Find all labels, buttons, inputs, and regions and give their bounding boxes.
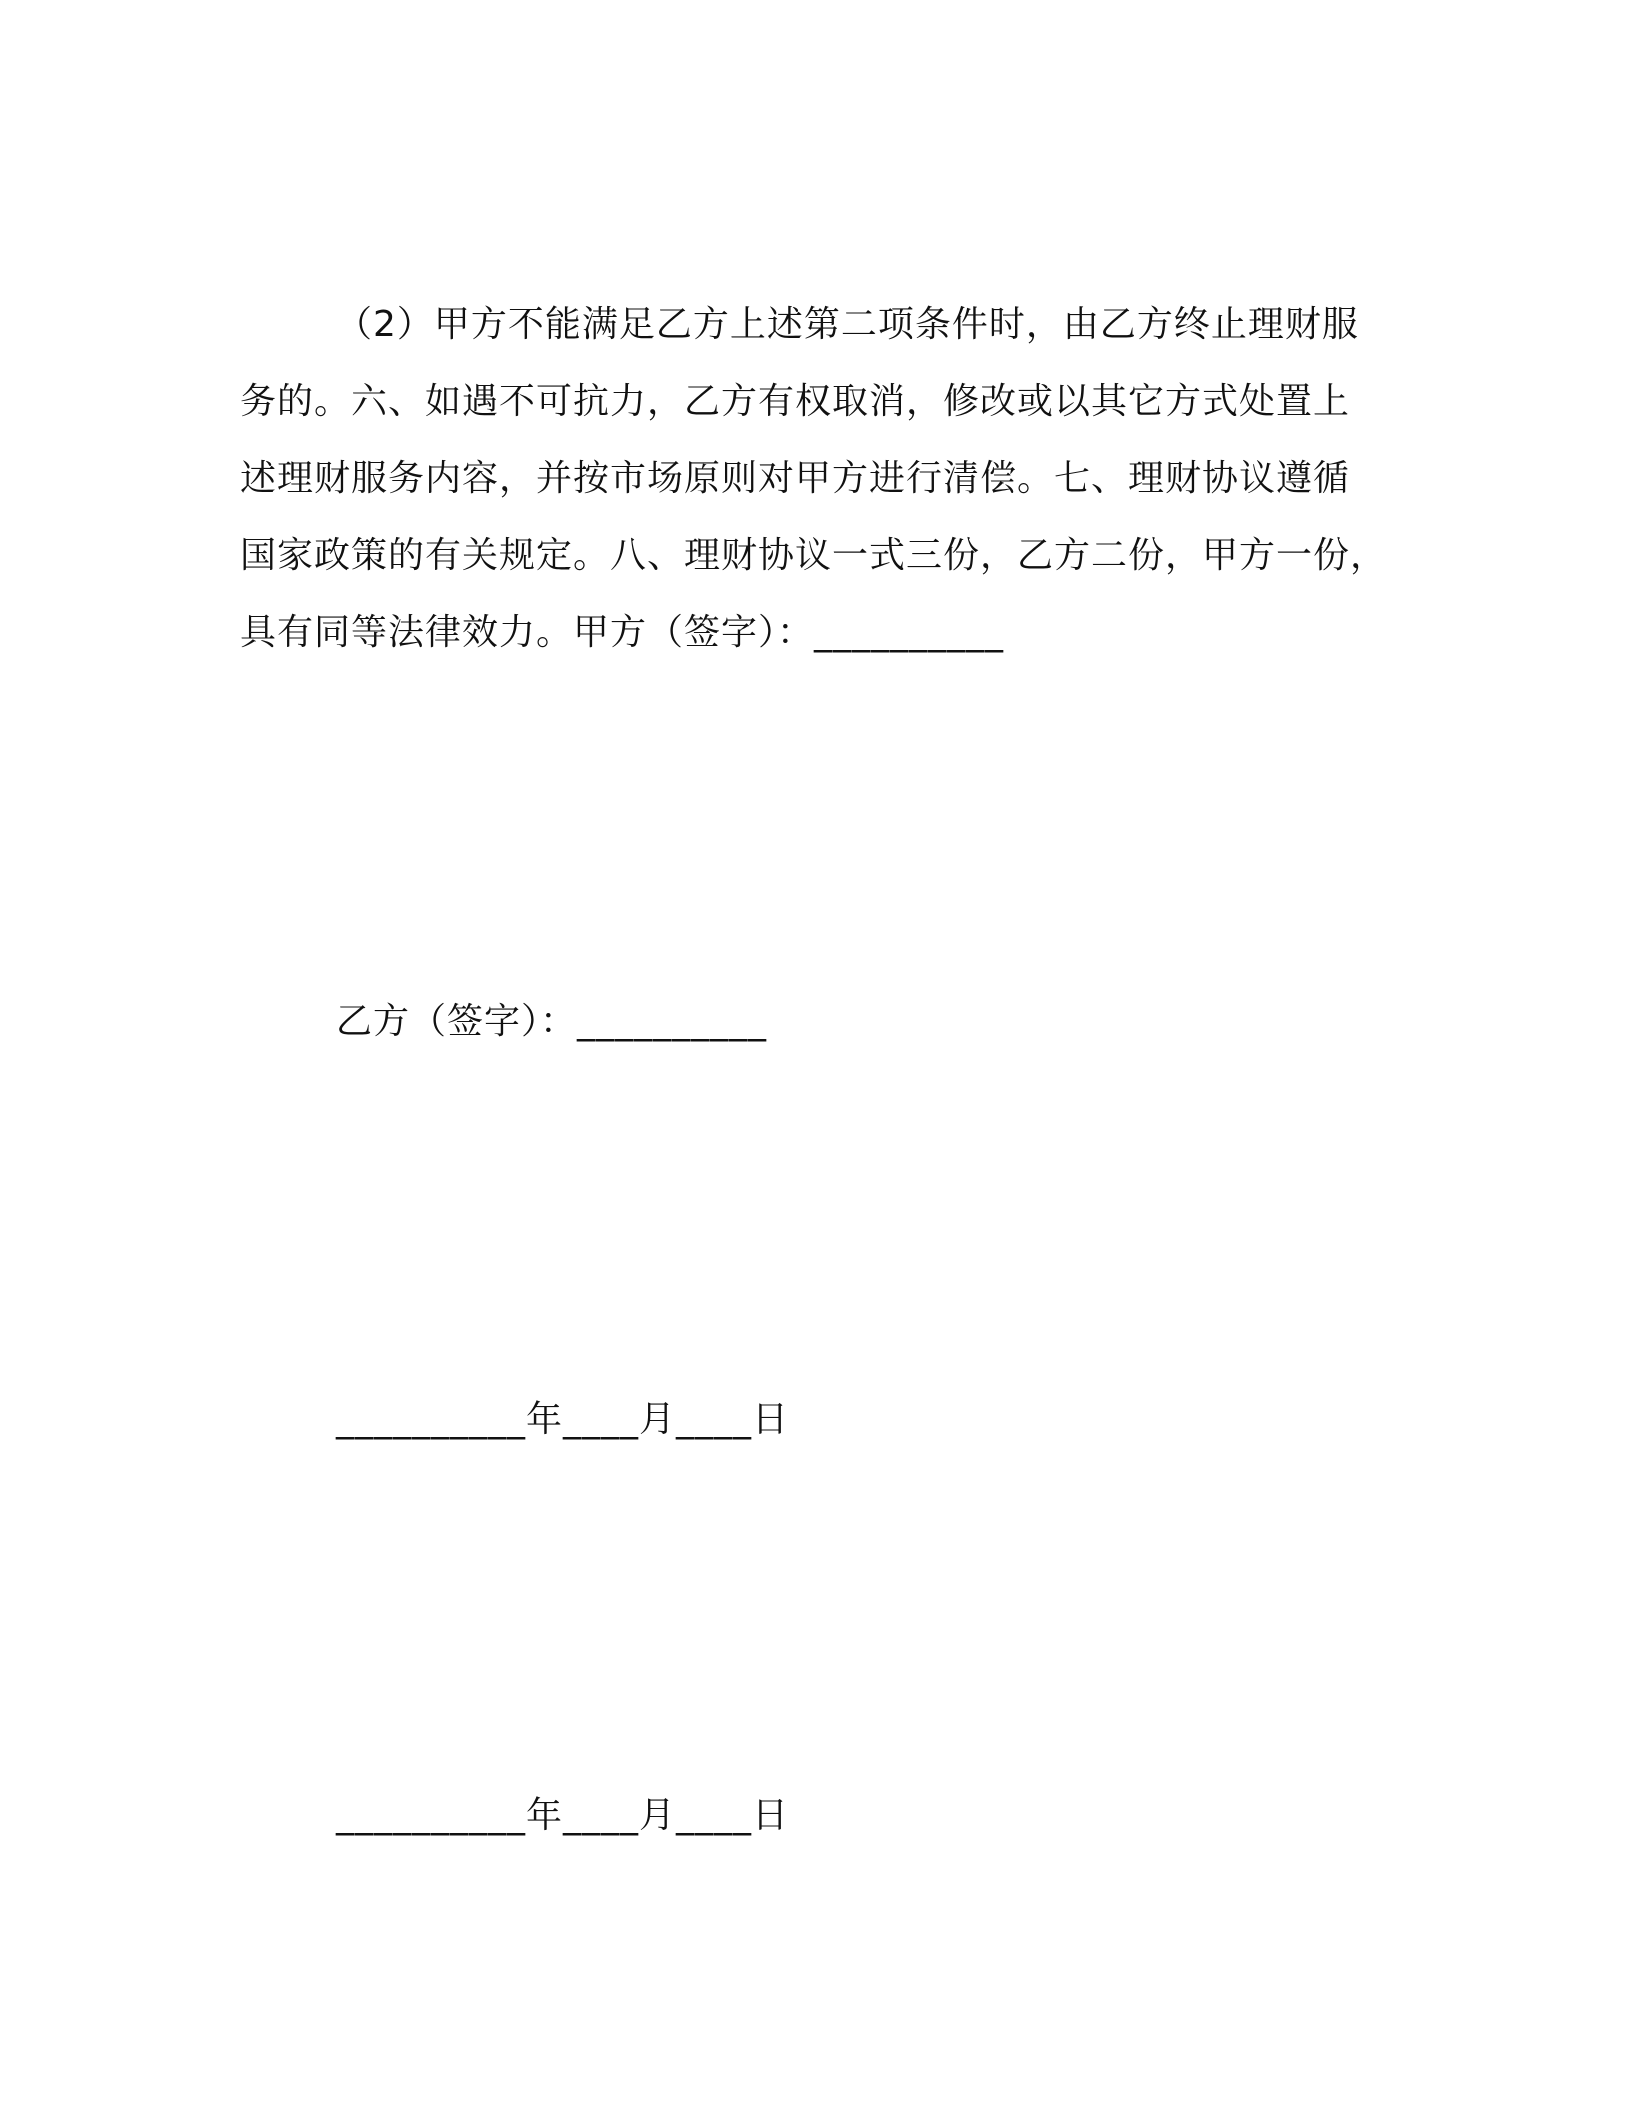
party-a-signature-line: 具有同等法律效力。甲方（签字）：__________ <box>240 612 1005 653</box>
date-line: __________年____月____日 <box>336 1399 789 1440</box>
paragraph-line: （2）甲方不能满足乙方上述第二项条件时，由乙方终止理财服 <box>336 304 1359 345</box>
paragraph-line: 国家政策的有关规定。八、理财协议一式三份，乙方二份，甲方一份， <box>240 535 1388 576</box>
paragraph-line: 述理财服务内容，并按市场原则对甲方进行清偿。七、理财协议遵循 <box>240 458 1351 499</box>
date-line: __________年____月____日 <box>336 1795 789 1836</box>
contract-paragraph <box>240 286 1400 671</box>
paragraph-line: 务的。六、如遇不可抗力，乙方有权取消，修改或以其它方式处置上 <box>240 381 1351 422</box>
party-b-signature-line: 乙方（签字）：__________ <box>336 1001 768 1042</box>
